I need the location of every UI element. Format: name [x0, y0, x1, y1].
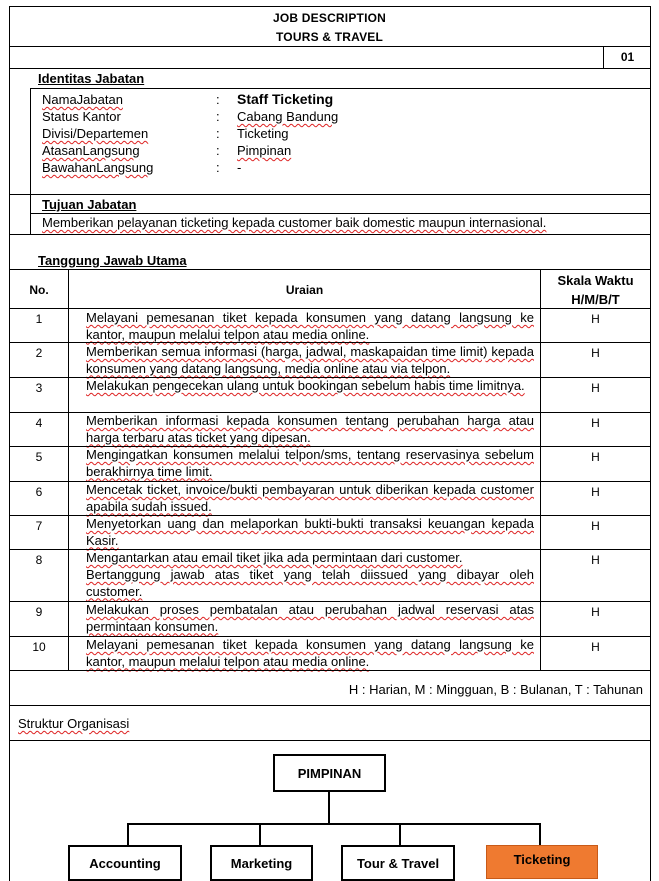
field-value-office: Cabang Bandung [237, 109, 339, 124]
row-number: 8 [35, 553, 43, 567]
field-sep: : [216, 143, 220, 158]
org-node-marketing: Marketing [210, 845, 313, 881]
row-number: 9 [35, 605, 43, 619]
row-scale: H [591, 346, 600, 360]
identity-heading: Identitas Jabatan [38, 71, 145, 86]
field-label-subordinate: BawahanLangsung [42, 160, 154, 175]
row-desc: Menyetorkan uang dan melaporkan bukti-bukti transaksi keuangan kepada Kasir. [86, 516, 534, 548]
row-number: 6 [35, 485, 43, 499]
row-scale: H [591, 640, 600, 654]
doc-number: 01 [620, 50, 635, 64]
field-label-division: Divisi/Departemen [42, 126, 149, 141]
org-node-ticketing: Ticketing [486, 845, 598, 879]
org-connector [328, 792, 330, 824]
row-scale: H [591, 605, 600, 619]
org-connector [399, 823, 401, 846]
col-header-desc: Uraian [285, 283, 324, 297]
row-number: 7 [35, 519, 43, 533]
row-number: 10 [32, 640, 46, 654]
row-number: 2 [35, 346, 43, 360]
row-desc: Melayani pemesanan tiket kepada konsumen yang datang langsung ke kantor, maupun melalui telpon atau media online. [86, 310, 534, 342]
field-sep: : [216, 126, 220, 141]
field-value-position: Staff Ticketing [237, 91, 334, 107]
row-scale: H [591, 450, 600, 464]
field-label-position: NamaJabatan [42, 92, 123, 107]
row-desc: Mengingatkan konsumen melalui telpon/sms, tentang reservasinya sebelum berakhirnya time limit. [86, 447, 534, 479]
row-scale: H [591, 416, 600, 430]
row-desc: Melakukan pengecekan ulang untuk bookingan sebelum habis time limitnya. [86, 378, 525, 393]
purpose-text: Memberikan pelayanan ticketing kepada customer baik domestic maupun internasional. [42, 215, 547, 230]
purpose-heading: Tujuan Jabatan [42, 197, 137, 212]
doc-title: JOB DESCRIPTION [272, 11, 386, 25]
field-value-superior: Pimpinan [237, 143, 292, 158]
org-node-tour-travel: Tour & Travel [341, 845, 455, 881]
row-desc: Mencetak ticket, invoice/bukti pembayaran untuk diberikan kepada customer apabila sudah issued. [86, 482, 534, 514]
row-scale: H [591, 519, 600, 533]
org-connector [259, 823, 261, 846]
org-heading: Struktur Organisasi [18, 716, 130, 731]
row-number: 1 [35, 312, 43, 326]
org-connector [539, 823, 541, 845]
field-label-office: Status Kantor [42, 109, 121, 124]
field-label-superior: AtasanLangsung [42, 143, 140, 158]
row-desc: Bertanggung jawab atas tiket yang telah diissued yang dibayar oleh customer. [86, 567, 534, 599]
scale-legend: H : Harian, M : Mingguan, B : Bulanan, T : Tahunan [348, 682, 643, 697]
row-desc: Memberikan semua informasi (harga, jadwal, maskapaidan time limit) kepada konsumen yang datang langsung, media online atau via telpon. [86, 344, 534, 376]
col-header-scale: Skala Waktu [557, 273, 634, 288]
row-number: 3 [35, 381, 43, 395]
org-node-pimpinan: PIMPINAN [273, 754, 386, 792]
row-scale: H [591, 381, 600, 395]
field-value-subordinate: - [237, 160, 242, 175]
row-desc: Memberikan informasi kepada konsumen tentang perubahan harga atau harga terbaru atas ticket yang dipesan. [86, 413, 534, 445]
row-desc: Melakukan proses pembatalan atau perubahan jadwal reservasi atas permintaan konsumen. [86, 602, 534, 634]
row-desc: Mengantarkan atau email tiket jika ada permintaan dari customer. [86, 550, 463, 565]
row-scale: H [591, 485, 600, 499]
row-scale: H [591, 553, 600, 567]
row-scale: H [591, 312, 600, 326]
row-desc: Melayani pemesanan tiket kepada konsumen yang datang langsung ke kantor, maupun melalui telpon atau media online. [86, 637, 534, 669]
org-connector [127, 823, 541, 825]
field-value-division: Ticketing [237, 126, 289, 141]
responsibilities-heading: Tanggung Jawab Utama [38, 253, 187, 268]
row-number: 4 [35, 416, 43, 430]
org-connector [127, 823, 129, 846]
row-number: 5 [35, 450, 43, 464]
field-sep: : [216, 109, 220, 124]
col-header-scale-codes: H/M/B/T [571, 292, 620, 307]
field-sep: : [216, 160, 220, 175]
col-header-no: No. [29, 283, 49, 297]
field-sep: : [216, 92, 220, 107]
org-node-accounting: Accounting [68, 845, 182, 881]
doc-subtitle: TOURS & TRAVEL [275, 30, 384, 44]
